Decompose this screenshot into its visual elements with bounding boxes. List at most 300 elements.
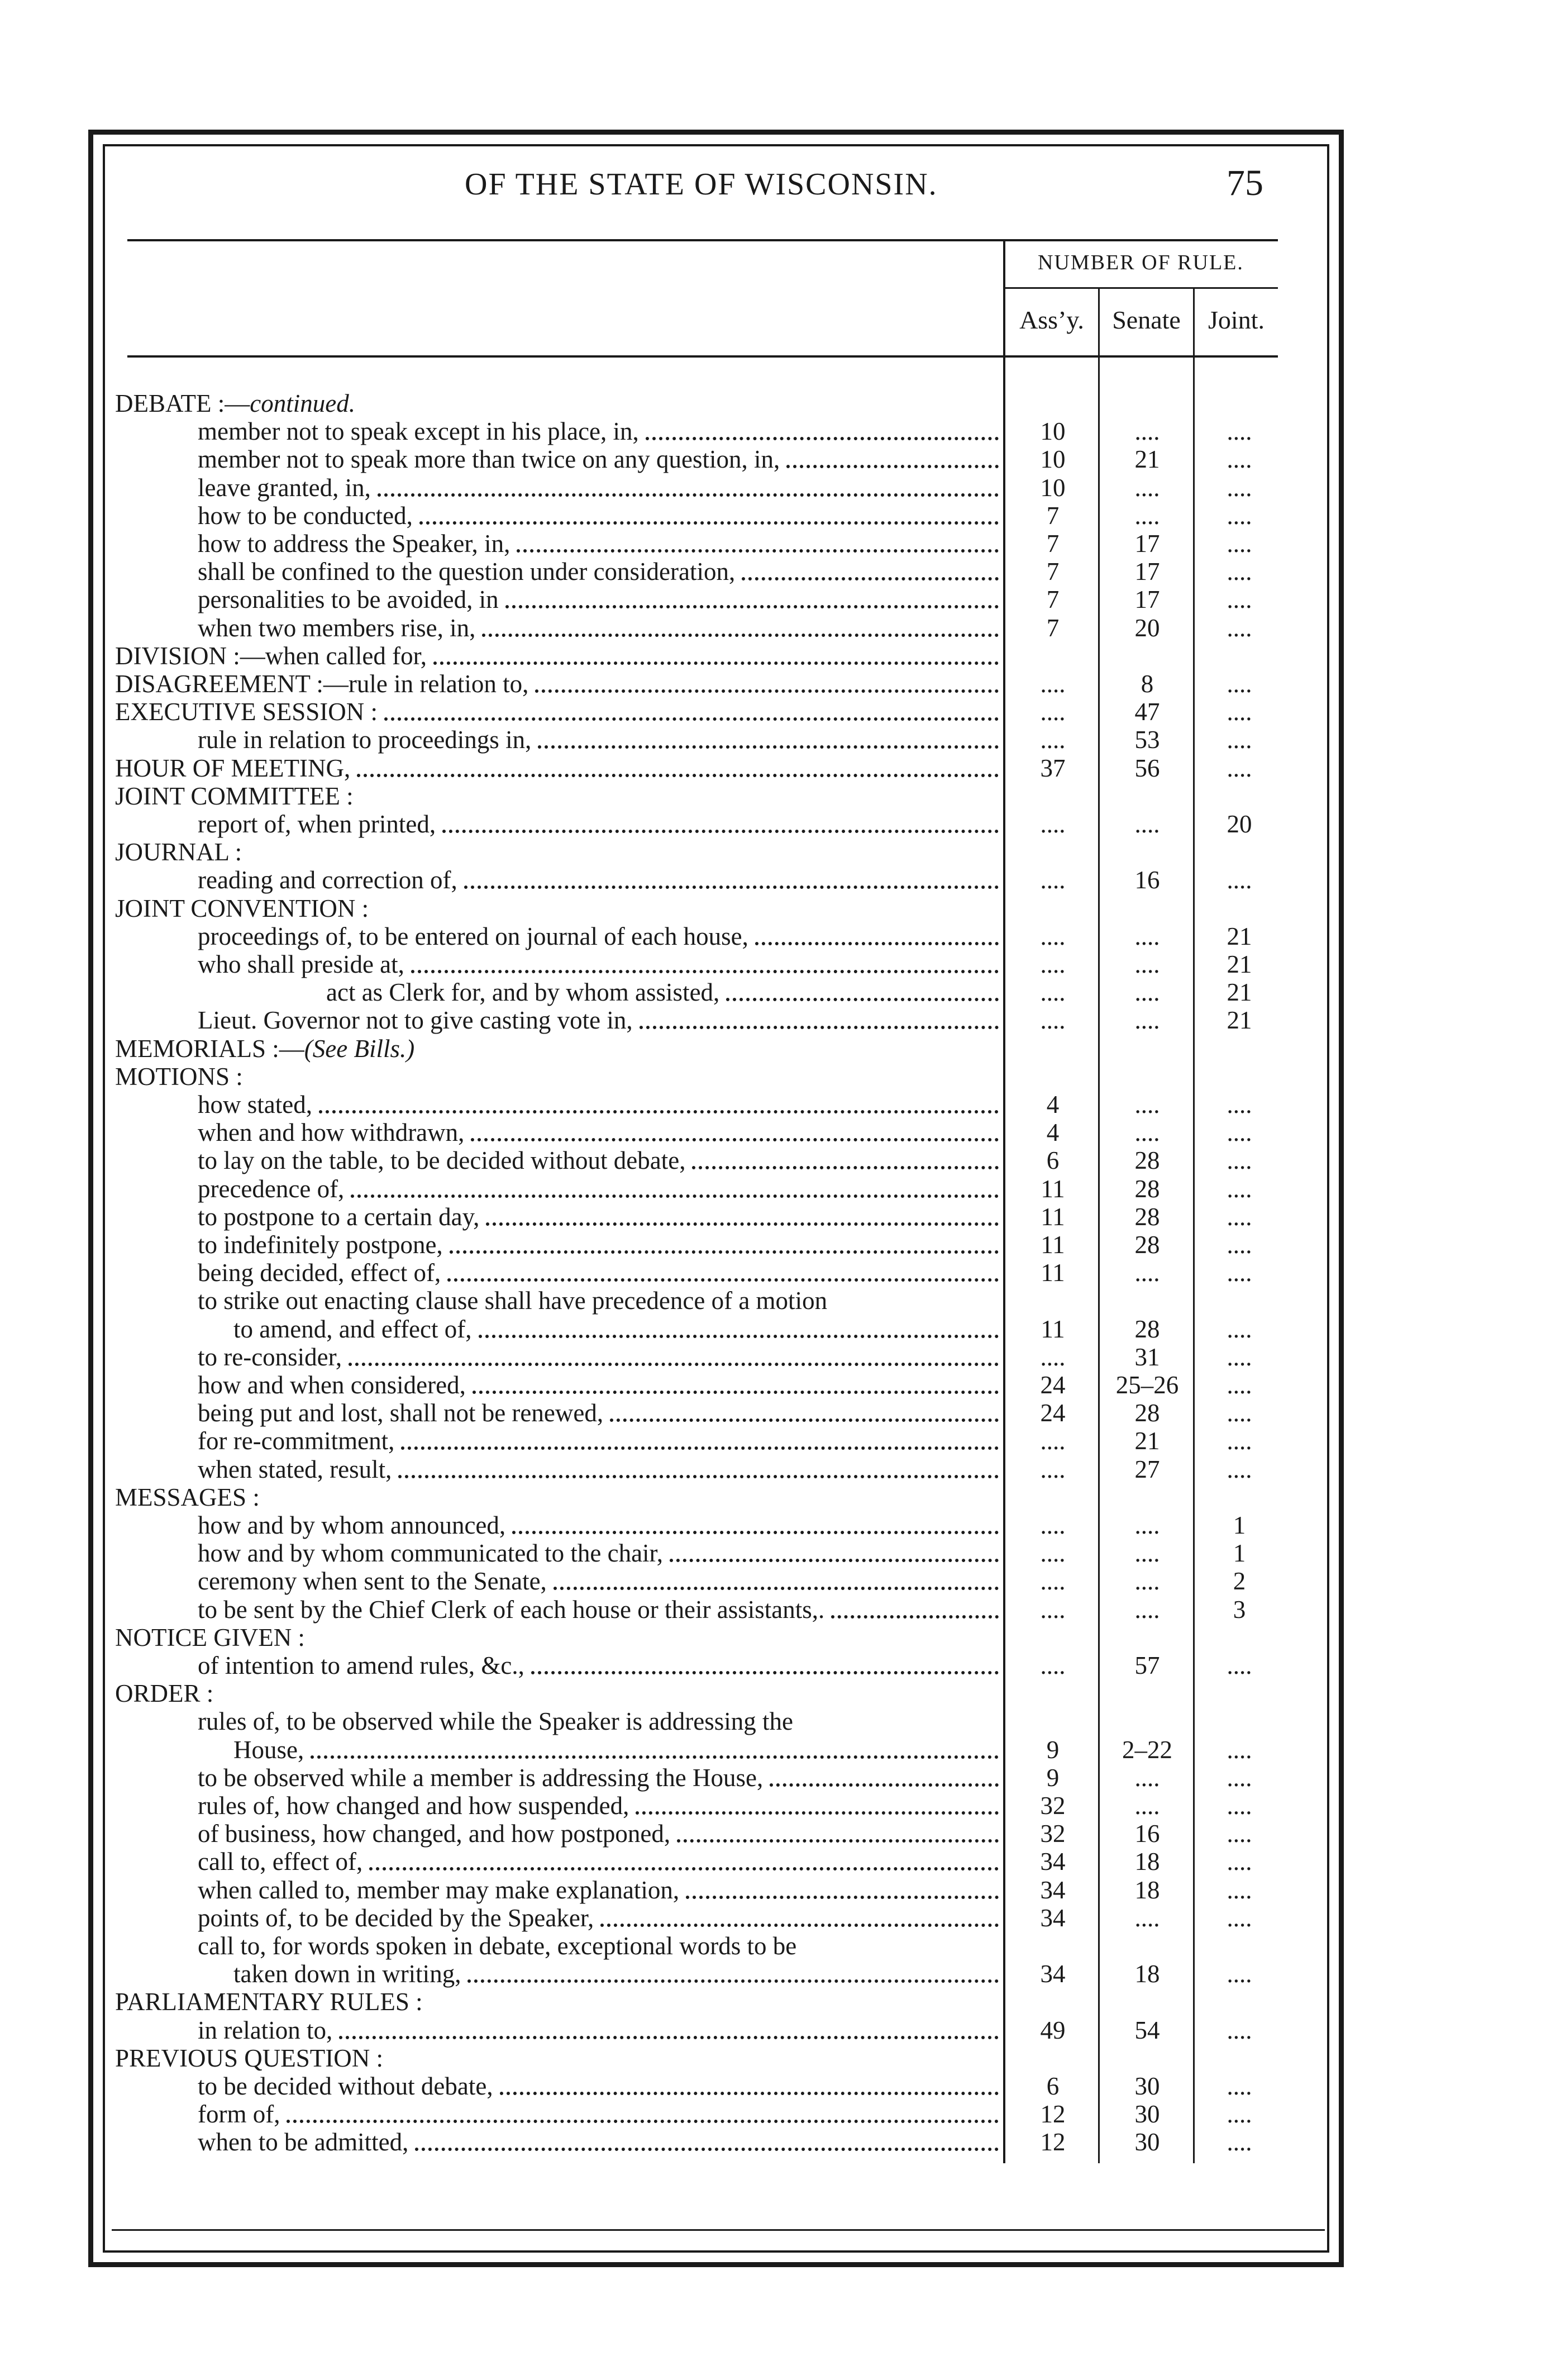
dot-leader xyxy=(726,998,999,1001)
senate-rule-number: .... xyxy=(1134,1596,1160,1624)
senate-rule-number: 8 xyxy=(1141,670,1154,698)
entry-label: report of, when printed, xyxy=(198,810,436,838)
dot-leader xyxy=(486,1222,999,1226)
entry-label: precedence of, xyxy=(198,1175,345,1203)
dot-leader xyxy=(433,661,999,665)
joint-rule-number: .... xyxy=(1227,1315,1252,1343)
index-entry xyxy=(198,1205,479,1230)
index-entry xyxy=(198,1653,524,1678)
senate-rule-number: 21 xyxy=(1134,445,1160,473)
index-entry xyxy=(233,1962,461,1987)
assy-rule-number: .... xyxy=(1040,1006,1066,1034)
dot-leader xyxy=(531,1671,999,1674)
joint-rule-number: .... xyxy=(1227,1175,1252,1203)
assy-rule-number: 10 xyxy=(1040,445,1066,473)
assy-rule-number: 7 xyxy=(1046,502,1060,530)
dot-leader xyxy=(831,1615,999,1619)
entry-label: act as Clerk for, and by whom assisted, xyxy=(326,978,720,1006)
joint-rule-number: .... xyxy=(1227,1876,1252,1904)
entry-label: DIVISION :—when called for, xyxy=(115,642,427,670)
index-entry xyxy=(198,1457,392,1482)
senate-rule-number: 54 xyxy=(1134,2016,1160,2044)
assy-rule-number: .... xyxy=(1040,1651,1066,1679)
assy-rule-number: 12 xyxy=(1040,2128,1066,2156)
senate-rule-number: .... xyxy=(1134,1539,1160,1567)
senate-rule-number: 30 xyxy=(1134,2100,1160,2128)
joint-rule-number: .... xyxy=(1227,670,1252,698)
senate-rule-number: .... xyxy=(1134,1511,1160,1539)
assy-rule-number: 37 xyxy=(1040,754,1066,782)
dot-leader xyxy=(287,2120,999,2123)
joint-rule-number: .... xyxy=(1227,1960,1252,1988)
entry-label: ceremony when sent to the Senate, xyxy=(198,1567,547,1595)
column-header-rule xyxy=(127,355,1278,358)
index-entry xyxy=(198,1429,394,1454)
dot-leader xyxy=(692,1166,999,1169)
index-entry xyxy=(198,1401,603,1426)
joint-rule-number: .... xyxy=(1227,1904,1252,1932)
dot-leader xyxy=(512,1531,999,1534)
assy-rule-number: 6 xyxy=(1046,2072,1060,2100)
joint-rule-number: .... xyxy=(1227,1118,1252,1146)
entry-label: MOTIONS : xyxy=(115,1063,243,1091)
senate-rule-number: .... xyxy=(1134,417,1160,445)
assy-rule-number: .... xyxy=(1040,1455,1066,1483)
index-entry xyxy=(198,1260,441,1286)
entry-label: ORDER : xyxy=(115,1679,214,1707)
entry-label: HOUR OF MEETING, xyxy=(115,754,351,782)
joint-rule-number: 21 xyxy=(1227,922,1252,950)
senate-rule-number: 28 xyxy=(1134,1146,1160,1174)
dot-leader xyxy=(464,886,999,889)
assy-rule-number: .... xyxy=(1040,1539,1066,1567)
index-entry xyxy=(115,840,242,865)
assy-rule-number: 12 xyxy=(1040,2100,1066,2128)
entry-label: of intention to amend rules, &c., xyxy=(198,1651,524,1679)
senate-rule-number: 16 xyxy=(1134,866,1160,894)
joint-column-header: Joint. xyxy=(1208,306,1265,334)
entry-label: leave granted, in, xyxy=(198,474,371,502)
joint-rule-number: .... xyxy=(1227,417,1252,445)
dot-leader xyxy=(742,577,999,580)
assy-rule-number: 4 xyxy=(1046,1118,1060,1146)
joint-rule-number: .... xyxy=(1227,1848,1252,1876)
entry-label: to amend, and effect of, xyxy=(233,1315,472,1343)
joint-rule-number: .... xyxy=(1227,502,1252,530)
dot-leader xyxy=(479,1335,999,1338)
joint-rule-number: 21 xyxy=(1227,978,1252,1006)
index-entry xyxy=(198,1821,670,1846)
assy-rule-number: 11 xyxy=(1041,1259,1065,1287)
joint-rule-number: .... xyxy=(1227,445,1252,473)
index-entry xyxy=(198,1906,594,1931)
senate-rule-number: 16 xyxy=(1134,1820,1160,1848)
senate-column-header: Senate xyxy=(1112,306,1181,334)
dot-leader xyxy=(415,2148,999,2151)
joint-rule-number: .... xyxy=(1227,474,1252,502)
joint-rule-number: .... xyxy=(1227,1455,1252,1483)
joint-rule-number: .... xyxy=(1227,726,1252,754)
index-entry xyxy=(198,1765,763,1791)
assy-rule-number: 24 xyxy=(1040,1399,1066,1427)
assy-rule-number: 11 xyxy=(1041,1203,1065,1231)
index-entry xyxy=(198,1373,466,1398)
entry-label: to lay on the table, to be decided without debate, xyxy=(198,1146,686,1174)
dot-leader xyxy=(610,1419,999,1422)
assy-rule-number: .... xyxy=(1040,698,1066,726)
index-entry xyxy=(198,1092,312,1117)
joint-rule-number: .... xyxy=(1227,2128,1252,2156)
assy-rule-number: 11 xyxy=(1041,1231,1065,1259)
entry-label: proceedings of, to be entered on journal of each house, xyxy=(198,922,748,950)
assy-rule-number: 10 xyxy=(1040,474,1066,502)
dot-leader xyxy=(600,1924,999,1927)
assy-rule-number: 10 xyxy=(1040,417,1066,445)
entry-label: to strike out enacting clause shall have precedence of a motion xyxy=(198,1287,828,1315)
index-entry xyxy=(198,868,457,893)
assy-rule-number: 7 xyxy=(1046,530,1060,558)
dot-leader xyxy=(311,1755,999,1759)
group-header-rule xyxy=(1005,287,1278,289)
index-entry xyxy=(198,1008,633,1033)
senate-rule-number: 31 xyxy=(1134,1343,1160,1371)
joint-rule-number: .... xyxy=(1227,1231,1252,1259)
dot-leader xyxy=(319,1110,999,1113)
entry-label: when to be admitted, xyxy=(198,2128,409,2156)
senate-rule-number: .... xyxy=(1134,922,1160,950)
assy-rule-number: 6 xyxy=(1046,1146,1060,1174)
index-entry xyxy=(115,699,378,725)
senate-rule-number: .... xyxy=(1134,1904,1160,1932)
index-entry xyxy=(115,784,354,809)
senate-rule-number: .... xyxy=(1134,1118,1160,1146)
entry-label: when called to, member may make explanation, xyxy=(198,1876,680,1904)
joint-rule-number: .... xyxy=(1227,1146,1252,1174)
joint-rule-number: 2 xyxy=(1233,1567,1246,1595)
entry-label: being put and lost, shall not be renewed, xyxy=(198,1399,604,1427)
senate-rule-number: .... xyxy=(1134,1091,1160,1118)
column-divider-left xyxy=(1003,241,1005,2163)
senate-rule-number: 30 xyxy=(1134,2072,1160,2100)
assy-rule-number: 49 xyxy=(1040,2016,1066,2044)
assy-rule-number: .... xyxy=(1040,950,1066,978)
assy-rule-number: 9 xyxy=(1046,1764,1060,1792)
index-entry xyxy=(198,1849,362,1874)
entry-label: being decided, effect of, xyxy=(198,1259,441,1287)
assy-rule-number: .... xyxy=(1040,1511,1066,1539)
senate-rule-number: 28 xyxy=(1134,1203,1160,1231)
index-entry xyxy=(198,952,404,977)
index-entry xyxy=(115,672,528,697)
entry-label: to re-consider, xyxy=(198,1343,342,1371)
index-entry xyxy=(198,1177,344,1202)
entry-label: personalities to be avoided, in xyxy=(198,586,499,613)
senate-rule-number: 28 xyxy=(1134,1315,1160,1343)
index-entry xyxy=(198,727,531,753)
assy-rule-number: 34 xyxy=(1040,1876,1066,1904)
entry-label: to be sent by the Chief Clerk of each house or their assistants,. xyxy=(198,1596,825,1624)
entry-label: call to, for words spoken in debate, exceptional words to be xyxy=(198,1932,797,1960)
dot-leader xyxy=(770,1783,999,1787)
entry-label: when stated, result, xyxy=(198,1455,392,1483)
entry-label: MEMORIALS :— xyxy=(115,1035,304,1063)
entry-label: member not to speak except in his place, in, xyxy=(198,417,639,445)
entry-italic-note: continued. xyxy=(250,389,355,417)
dot-leader xyxy=(467,1979,999,1983)
joint-rule-number: .... xyxy=(1227,1427,1252,1455)
index-entry xyxy=(198,1120,464,1145)
dot-leader xyxy=(471,1138,999,1141)
dot-leader xyxy=(538,745,999,749)
assy-rule-number: 34 xyxy=(1040,1960,1066,1988)
entry-label: when two members rise, in, xyxy=(198,614,476,642)
assy-rule-number: 24 xyxy=(1040,1371,1066,1399)
entry-label: MESSAGES : xyxy=(115,1483,260,1511)
dot-leader xyxy=(755,942,999,945)
index-entry xyxy=(198,419,639,444)
assy-rule-number: 7 xyxy=(1046,558,1060,586)
entry-label: how and when considered, xyxy=(198,1371,466,1399)
senate-rule-number: .... xyxy=(1134,978,1160,1006)
dot-leader xyxy=(378,493,999,497)
joint-rule-number: .... xyxy=(1227,1764,1252,1792)
senate-rule-number: 30 xyxy=(1134,2128,1160,2156)
joint-rule-number: .... xyxy=(1227,558,1252,586)
page-number: 75 xyxy=(1227,163,1263,203)
joint-rule-number: .... xyxy=(1227,586,1252,613)
entry-label: in relation to, xyxy=(198,2016,333,2044)
dot-leader xyxy=(686,1896,999,1899)
entry-label: for re-commitment, xyxy=(198,1427,395,1455)
senate-rule-number: 57 xyxy=(1134,1651,1160,1679)
index-entry xyxy=(198,1934,796,1959)
entry-label: how to be conducted, xyxy=(198,502,413,530)
index-entry xyxy=(233,1317,472,1342)
index-entry xyxy=(198,503,413,529)
index-entry xyxy=(198,2102,280,2127)
senate-rule-number: 47 xyxy=(1134,698,1160,726)
index-entry xyxy=(198,1288,827,1313)
joint-rule-number: .... xyxy=(1227,1736,1252,1764)
senate-rule-number: 27 xyxy=(1134,1455,1160,1483)
number-of-rule-header: NUMBER OF RULE. xyxy=(1038,251,1244,274)
index-entry xyxy=(115,1681,213,1706)
entry-label: how and by whom announced, xyxy=(198,1511,506,1539)
entry-label: reading and correction of, xyxy=(198,866,457,894)
index-entry xyxy=(198,1513,505,1538)
assy-rule-number: 32 xyxy=(1040,1820,1066,1848)
entry-italic-note: (See Bills.) xyxy=(304,1035,415,1063)
index-entry xyxy=(198,559,735,584)
senate-rule-number: .... xyxy=(1134,1006,1160,1034)
dot-leader xyxy=(401,1446,999,1450)
entry-label: NOTICE GIVEN : xyxy=(115,1624,305,1651)
entry-label: of business, how changed, and how postponed, xyxy=(198,1820,671,1848)
joint-rule-number: 1 xyxy=(1233,1511,1246,1539)
joint-rule-number: .... xyxy=(1227,614,1252,642)
senate-rule-number: 18 xyxy=(1134,1848,1160,1876)
assy-rule-number: .... xyxy=(1040,810,1066,838)
joint-rule-number: .... xyxy=(1227,1820,1252,1848)
joint-rule-number: .... xyxy=(1227,1259,1252,1287)
entry-label: rule in relation to proceedings in, xyxy=(198,726,532,754)
joint-rule-number: .... xyxy=(1227,866,1252,894)
entry-label: taken down in writing, xyxy=(233,1960,461,1988)
entry-label: form of, xyxy=(198,2100,280,2128)
dot-leader xyxy=(553,1587,999,1590)
joint-rule-number: .... xyxy=(1227,754,1252,782)
entry-label: House, xyxy=(233,1736,304,1764)
joint-rule-number: 21 xyxy=(1227,1006,1252,1034)
entry-label: DISAGREEMENT :—rule in relation to, xyxy=(115,670,529,698)
senate-rule-number: .... xyxy=(1134,474,1160,502)
assy-rule-number: 4 xyxy=(1046,1091,1060,1118)
assy-rule-number: 11 xyxy=(1041,1315,1065,1343)
dot-leader xyxy=(447,1278,999,1282)
senate-rule-number: 56 xyxy=(1134,754,1160,782)
dot-leader xyxy=(786,465,999,468)
assembly-column-header: Ass’y. xyxy=(1019,306,1084,334)
entry-label: who shall preside at, xyxy=(198,950,404,978)
senate-rule-number: 18 xyxy=(1134,1876,1160,1904)
entry-label: how to address the Speaker, in, xyxy=(198,530,510,558)
index-entry xyxy=(115,1064,243,1089)
entry-label: DEBATE :— xyxy=(115,389,250,417)
dot-leader xyxy=(384,717,999,721)
entry-label: to postpone to a certain day, xyxy=(198,1203,480,1231)
dot-leader xyxy=(505,605,999,608)
assy-rule-number: 32 xyxy=(1040,1792,1066,1820)
index-entry xyxy=(115,391,355,416)
dot-leader xyxy=(349,1363,999,1366)
entry-label: when and how withdrawn, xyxy=(198,1118,465,1146)
entry-label: how stated, xyxy=(198,1091,312,1118)
index-entry xyxy=(115,1625,305,1650)
entry-label: EXECUTIVE SESSION : xyxy=(115,698,378,726)
joint-rule-number: .... xyxy=(1227,1792,1252,1820)
index-entry xyxy=(198,531,510,556)
senate-rule-number: 17 xyxy=(1134,558,1160,586)
index-entry xyxy=(326,980,719,1005)
senate-rule-number: 21 xyxy=(1134,1427,1160,1455)
entry-label: PARLIAMENTARY RULES : xyxy=(115,1988,423,2016)
entry-label: to be observed while a member is addressing the House, xyxy=(198,1764,764,1792)
joint-rule-number: .... xyxy=(1227,1203,1252,1231)
senate-rule-number: 28 xyxy=(1134,1175,1160,1203)
assy-rule-number: 34 xyxy=(1040,1904,1066,1932)
dot-leader xyxy=(535,689,999,693)
footer-rule xyxy=(112,2229,1325,2231)
senate-rule-number: 18 xyxy=(1134,1960,1160,1988)
assy-rule-number: 7 xyxy=(1046,614,1060,642)
index-entry xyxy=(198,1232,443,1258)
index-entry xyxy=(198,812,436,837)
entry-label: shall be confined to the question under consideration, xyxy=(198,558,736,586)
index-entry xyxy=(198,924,748,949)
dot-leader xyxy=(450,1250,999,1254)
dot-leader xyxy=(677,1839,999,1843)
dot-leader xyxy=(339,2036,999,2039)
index-entry xyxy=(198,2074,493,2099)
senate-rule-number: .... xyxy=(1134,502,1160,530)
dot-leader xyxy=(351,1194,999,1198)
assy-rule-number: .... xyxy=(1040,670,1066,698)
assy-rule-number: 11 xyxy=(1041,1175,1065,1203)
entry-label: JOINT CONVENTION : xyxy=(115,894,369,922)
assy-rule-number: 34 xyxy=(1040,1848,1066,1876)
index-entry xyxy=(233,1738,304,1763)
dot-leader xyxy=(398,1475,999,1478)
dot-leader xyxy=(500,2092,999,2095)
joint-rule-number: .... xyxy=(1227,1399,1252,1427)
assy-rule-number: .... xyxy=(1040,1567,1066,1595)
dot-leader xyxy=(646,437,999,440)
assy-rule-number: .... xyxy=(1040,726,1066,754)
index-entry xyxy=(115,2046,383,2071)
index-entry xyxy=(198,1709,793,1734)
senate-rule-number: .... xyxy=(1134,1567,1160,1595)
dot-leader xyxy=(411,970,999,973)
senate-rule-number: 28 xyxy=(1134,1231,1160,1259)
index-entry xyxy=(198,447,780,472)
senate-rule-number: 25–26 xyxy=(1115,1371,1179,1399)
index-entry xyxy=(198,616,475,641)
dot-leader xyxy=(517,549,999,553)
joint-rule-number: .... xyxy=(1227,1091,1252,1118)
index-entry xyxy=(115,644,427,669)
assy-rule-number: 7 xyxy=(1046,586,1060,613)
index-entry xyxy=(198,1597,824,1622)
index-entry xyxy=(198,587,499,612)
index-entry xyxy=(198,1541,663,1566)
entry-label: member not to speak more than twice on any question, in, xyxy=(198,445,780,473)
joint-rule-number: .... xyxy=(1227,1371,1252,1399)
entry-label: how and by whom communicated to the chair, xyxy=(198,1539,663,1567)
assy-rule-number: .... xyxy=(1040,866,1066,894)
index-entry xyxy=(115,1036,414,1062)
index-entry xyxy=(198,1148,685,1173)
senate-rule-number: .... xyxy=(1134,810,1160,838)
dot-leader xyxy=(640,1026,999,1029)
entry-label: JOURNAL : xyxy=(115,838,242,866)
header-rule xyxy=(127,239,1278,241)
joint-rule-number: .... xyxy=(1227,530,1252,558)
dot-leader xyxy=(670,1559,999,1562)
entry-label: call to, effect of, xyxy=(198,1848,363,1876)
joint-rule-number: .... xyxy=(1227,2016,1252,2044)
entry-label: PREVIOUS QUESTION : xyxy=(115,2044,384,2072)
index-entry xyxy=(115,1989,423,2015)
dot-leader xyxy=(369,1867,999,1870)
dot-leader xyxy=(473,1391,999,1394)
assy-rule-number: .... xyxy=(1040,1427,1066,1455)
index-entry xyxy=(115,756,350,781)
senate-rule-number: .... xyxy=(1134,1259,1160,1287)
senate-rule-number: .... xyxy=(1134,1792,1160,1820)
index-entry xyxy=(115,896,369,921)
index-entry xyxy=(198,1569,547,1594)
joint-rule-number: .... xyxy=(1227,1343,1252,1371)
dot-leader xyxy=(419,521,999,525)
joint-rule-number: .... xyxy=(1227,2072,1252,2100)
senate-rule-number: 2–22 xyxy=(1122,1736,1172,1764)
senate-rule-number: 28 xyxy=(1134,1399,1160,1427)
dot-leader xyxy=(482,634,999,637)
dot-leader xyxy=(442,830,999,833)
joint-rule-number: 21 xyxy=(1227,950,1252,978)
index-entry xyxy=(115,1485,260,1510)
joint-rule-number: 1 xyxy=(1233,1539,1246,1567)
